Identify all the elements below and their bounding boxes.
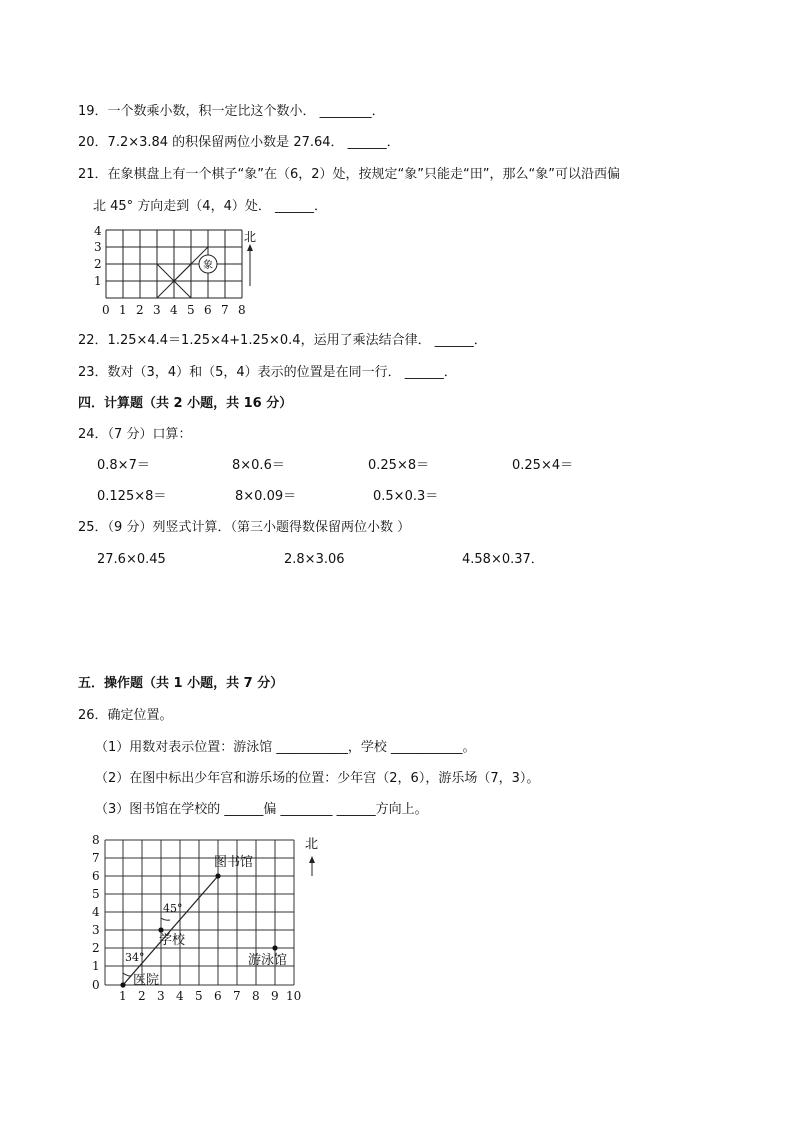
calc-item: 0.125×8＝ [97,489,167,504]
label-school: 学校 [159,933,186,948]
y-tick-1: 1 [94,274,102,288]
x-tick-3: 3 [153,303,161,317]
calc-item: 0.25×8＝ [368,458,430,473]
x-tick-7: 7 [233,989,241,1003]
x-tick-1: 1 [119,989,127,1003]
x-tick-4: 4 [176,989,184,1003]
vertical-calc-item: 2.8×3.06 [284,552,345,567]
y-tick-6: 6 [92,869,100,883]
library-point [215,873,220,878]
y-tick-8: 8 [92,833,100,847]
section-5-title: 五．操作题（共 1 小题，共 7 分） [78,676,284,691]
x-tick-2: 2 [136,303,144,317]
question-24-title: 24．（7 分）口算： [78,427,192,442]
y-tick-2: 2 [94,257,102,271]
calc-item: 0.5×0.3＝ [373,489,439,504]
y-tick-2: 2 [92,941,100,955]
north-label: 北 [244,230,257,244]
x-tick-10: 10 [286,989,302,1003]
question-23: 23．数对（3，4）和（5，4）表示的位置是在同一行． ______． [78,365,457,380]
x-tick-5: 5 [195,989,203,1003]
section-4-title: 四．计算题（共 2 小题，共 16 分） [78,396,293,411]
x-tick-5: 5 [187,303,195,317]
calc-item: 8×0.09＝ [235,489,297,504]
map-grid-figure [88,830,328,1006]
school-point [158,927,163,932]
vertical-calc-item: 4.58×0.37． [462,552,544,567]
label-hospital: 医院 [133,973,160,988]
y-tick-3: 3 [92,923,100,937]
x-tick-7: 7 [221,303,229,317]
question-26-part2: （2）在图中标出少年宫和游乐场的位置：少年宫（2，6），游乐场（7，3）。 [95,771,540,786]
vertical-calc-item: 27.6×0.45 [97,552,166,567]
hospital-point [120,982,125,987]
chessboard-figure [88,226,268,318]
north-label: 北 [305,837,319,852]
question-26-part1: （1）用数对表示位置：游泳馆 ___________，学校 ___________。 [95,740,476,755]
angle-label-upper: 45° [163,902,183,915]
question-21-line2: 北 45° 方向走到（4，4）处． ______． [93,199,327,214]
y-tick-4: 4 [92,905,100,919]
question-19: 19．一个数乘小数，积一定比这个数小． ________． [78,104,385,119]
question-21-line1: 21．在象棋盘上有一个棋子“象”在（6，2）处，按规定“象”只能走“田”，那么“象”可以沿西偏 [78,167,620,182]
chess-piece-label: 象 [203,260,213,271]
y-tick-5: 5 [92,887,100,901]
question-20: 20．7.2×3.84 的积保留两位小数是 27.64． ______． [78,135,400,150]
y-tick-4: 4 [94,226,102,238]
y-tick-1: 1 [92,959,100,973]
question-25-title: 25．（9 分）列竖式计算．（第三小题得数保留两位小数 ） [78,520,411,535]
y-tick-3: 3 [94,240,102,254]
calc-item: 0.8×7＝ [97,458,150,473]
x-tick-2: 2 [138,989,146,1003]
label-library: 图书馆 [214,855,254,870]
question-26-title: 26．确定位置。 [78,708,173,723]
x-tick-8: 8 [238,303,246,317]
angle-arc-upper [161,918,170,920]
calc-item: 0.25×4＝ [512,458,574,473]
x-tick-6: 6 [204,303,212,317]
x-tick-0: 0 [102,303,110,317]
question-26-part3: （3）图书馆在学校的 ______偏 ________ ______方向上。 [95,802,428,817]
question-22: 22．1.25×4.4＝1.25×4+1.25×0.4，运用了乘法结合律． ______． [78,333,487,348]
y-tick-7: 7 [92,851,100,865]
x-tick-9: 9 [271,989,279,1003]
x-tick-4: 4 [170,303,178,317]
angle-label-lower: 34° [125,951,145,964]
pool-point [272,945,277,950]
calc-item: 8×0.6＝ [232,458,285,473]
x-tick-1: 1 [119,303,127,317]
angle-arc-lower [123,973,131,976]
x-tick-3: 3 [157,989,165,1003]
label-pool: 游泳馆 [248,953,288,968]
y-tick-0: 0 [92,978,100,992]
x-tick-6: 6 [214,989,222,1003]
x-tick-8: 8 [252,989,260,1003]
